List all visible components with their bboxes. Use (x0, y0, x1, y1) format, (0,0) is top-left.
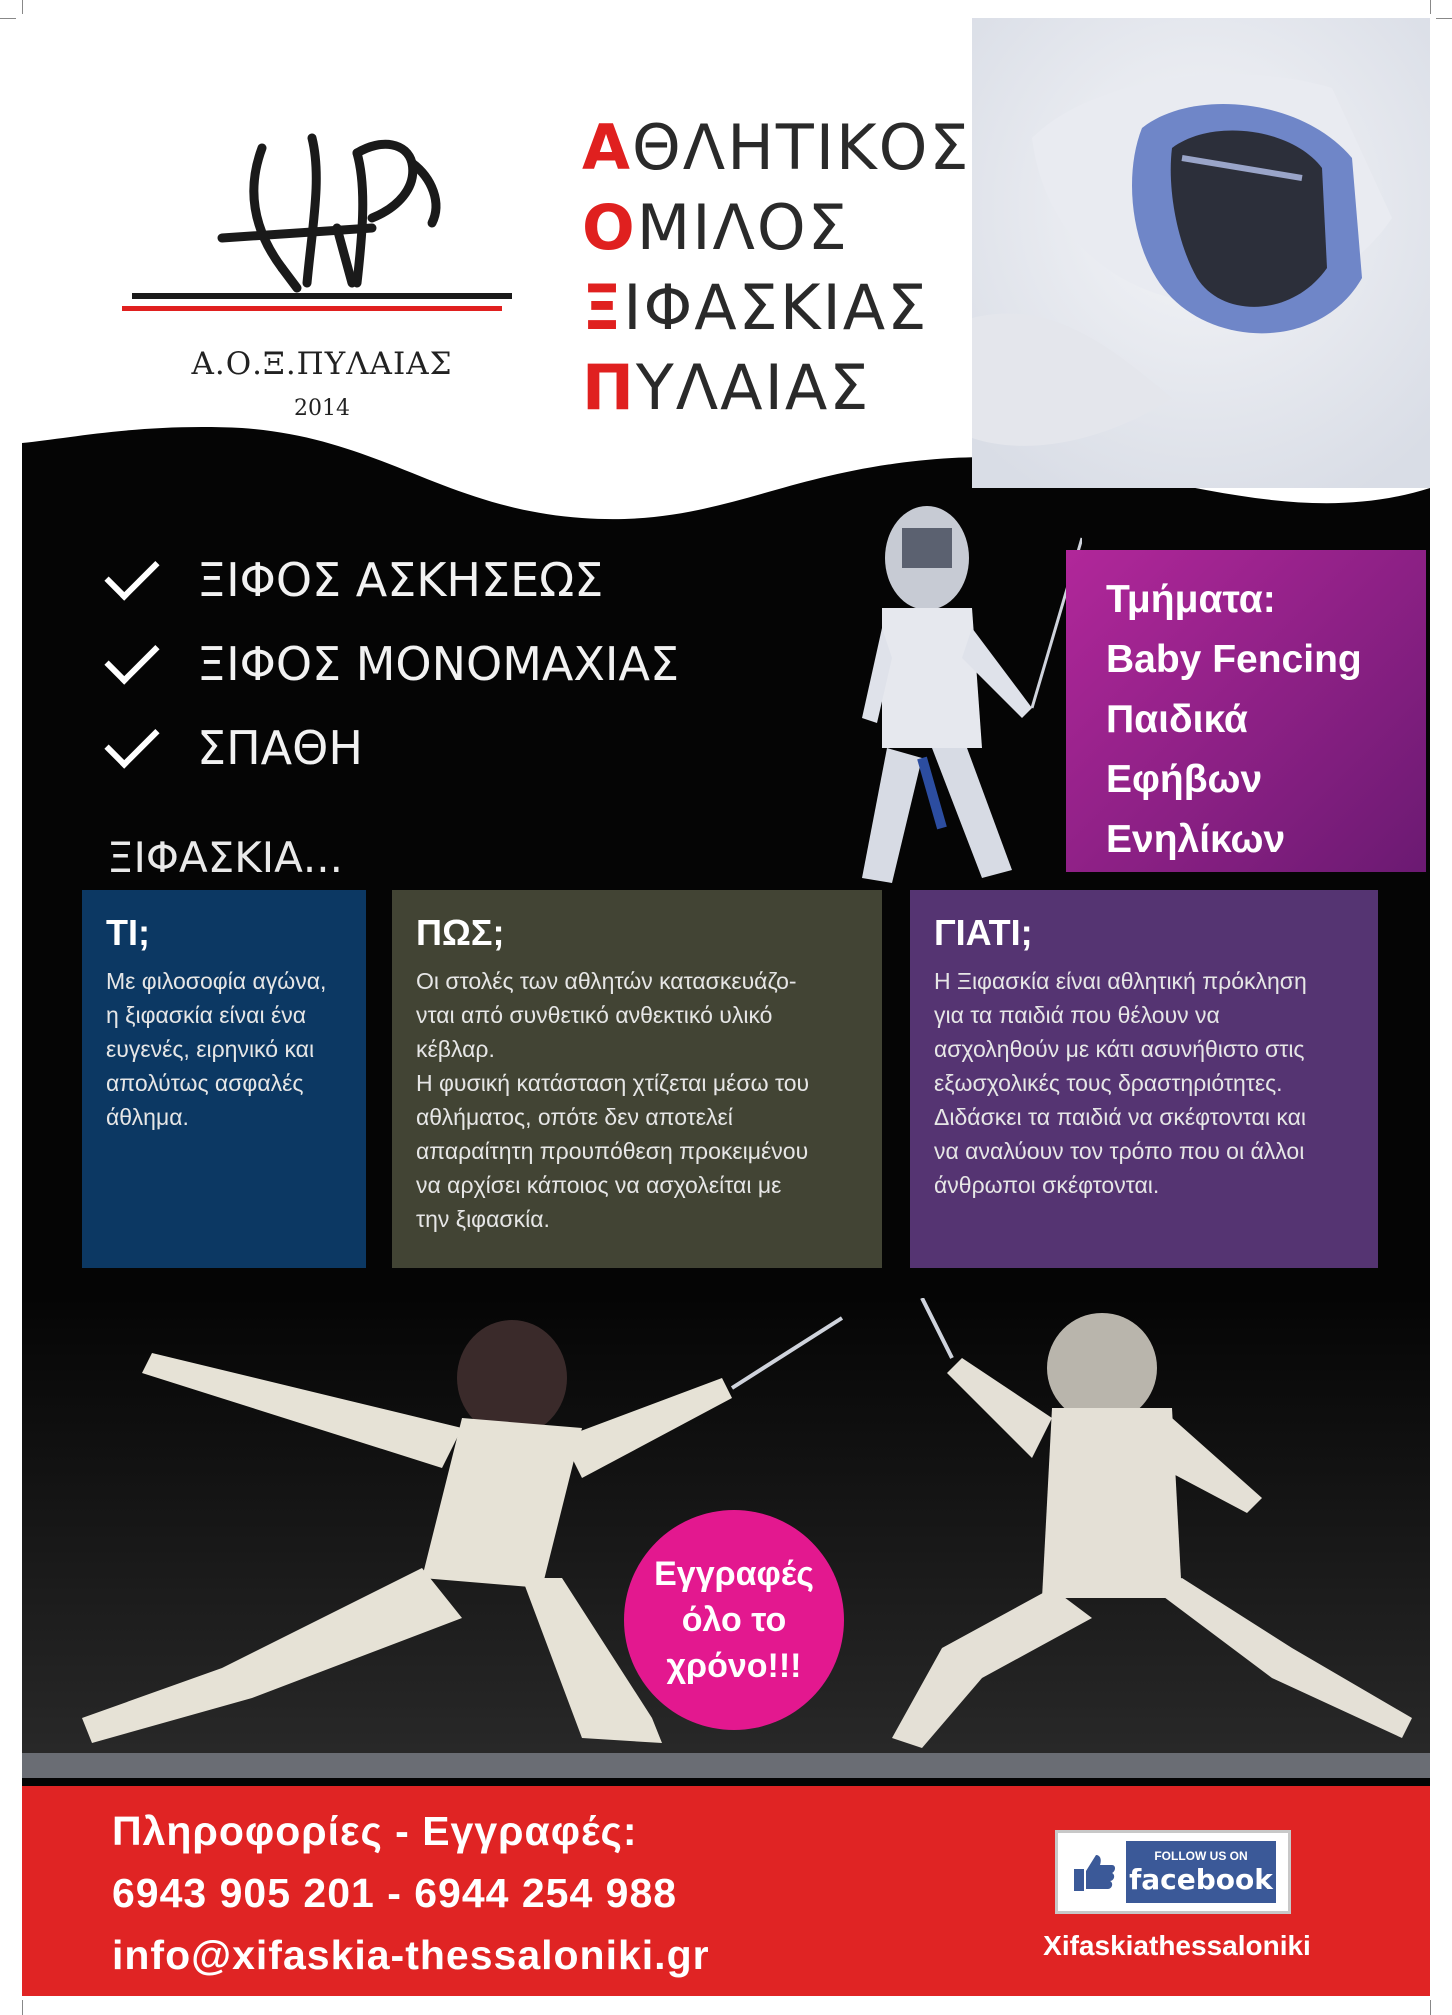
intro-heading: ΞΙΦΑΣΚΙΑ... (107, 833, 343, 882)
club-name-line-3 (582, 268, 971, 348)
checkmark-icon (104, 545, 159, 600)
crop-mark (22, 0, 23, 14)
club-logo (112, 108, 532, 448)
facebook-page-name[interactable]: Xifaskiathessaloniki (1043, 1930, 1311, 1961)
box-title: ΤΙ; (106, 912, 150, 953)
section-item: Ενηλίκων (1106, 818, 1286, 861)
weapon-label: ΣΠΑΘΗ (197, 721, 363, 775)
poster (22, 18, 1430, 1996)
footer-email[interactable]: info@xifaskia-thessaloniki.gr (112, 1932, 710, 1978)
logo-year: 2014 (294, 396, 350, 421)
info-box-giati (910, 890, 1378, 1268)
crop-mark (22, 2000, 23, 2015)
footer-phones[interactable]: 6943 905 201 - 6944 254 988 (112, 1870, 678, 1916)
checkmark-icon (104, 629, 159, 684)
sections-box (1066, 550, 1426, 872)
crop-mark (1430, 0, 1431, 14)
section-item: Baby Fencing (1106, 638, 1362, 681)
facebook-logo (1126, 1841, 1276, 1903)
fencers-logo-icon (112, 108, 532, 328)
thumbs-up-icon (1072, 1851, 1116, 1895)
sections-title: Τμήματα: (1106, 578, 1276, 621)
club-name-line-4 (582, 348, 971, 428)
info-box-ti (82, 890, 366, 1268)
facebook-follow-button[interactable] (1055, 1830, 1291, 1914)
weapon-item (107, 706, 679, 790)
club-name-line-2 (582, 188, 971, 268)
weapon-label: ΞΙΦΟΣ ΜΟΝΟΜΑΧΙΑΣ (197, 637, 680, 691)
badge-line: όλο το (681, 1601, 787, 1639)
registration-badge (624, 1510, 844, 1730)
weapons-list (107, 538, 679, 790)
box-text: Η Ξιφασκία είναι αθλητική πρόκληση για τα παιδιά που θέλουν να ασχοληθούν με κάτι ασυνήθιστο στις εξωσχολικές τους δραστηριότητες. Διδάσκει τα παιδιά να σκέφτονται και να αναλύουν τον τρόπο που οι άλλοι άνθρωποι σκέφτονται. (934, 968, 1307, 1198)
crop-mark (1436, 18, 1452, 19)
club-name-line-1 (582, 108, 971, 188)
club-initial: Π (582, 351, 636, 424)
weapon-item (107, 622, 679, 706)
badge-line: χρόνο!!! (666, 1647, 802, 1685)
crop-mark (0, 18, 16, 19)
checkmark-icon (104, 713, 159, 768)
club-word-rest: ΙΦΑΣΚΙΑΣ (623, 271, 929, 344)
club-initial: Ξ (582, 271, 624, 344)
logo-club-abbrev: Α.Ο.Ξ.ΠΥΛΑΙΑΣ (191, 346, 453, 382)
info-box-pos (392, 890, 882, 1268)
facebook-follow-text: FOLLOW US ON (1154, 1848, 1248, 1863)
club-word-rest: ΥΛΑΙΑΣ (635, 351, 871, 424)
club-initial: Α (582, 111, 632, 184)
crop-mark (1430, 2000, 1431, 2015)
box-text: Με φιλοσοφία αγώνα, η ξιφασκία είναι ένα ευγενές, ειρηνικό και απολύτως ασφαλές άθλημα. (106, 968, 327, 1130)
box-text: Οι στολές των αθλητών κατασκευάζο- νται από συνθετικό ανθεκτικό υλικό κέβλαρ. Η φυσική κατάσταση χτίζεται μέσω του αθλήματος, οπότε δεν αποτελεί απαραίτητη προυπόθεση προκειμένου να αρχίσει κάποιος να ασχολείται με την ξιφασκία. (416, 968, 810, 1232)
weapon-label: ΞΙΦΟΣ ΑΣΚΗΣΕΩΣ (197, 553, 604, 607)
fencer-mask-photo (972, 18, 1430, 538)
club-word-rest: ΘΛΗΤΙΚΟΣ (631, 111, 971, 184)
facebook-name: facebook (1129, 1862, 1273, 1896)
fencer-photo-center (782, 498, 1082, 898)
club-initial: Ο (582, 191, 637, 264)
club-name-title (582, 108, 971, 428)
section-item: Παιδικά (1106, 698, 1248, 741)
club-word-rest: ΜΙΛΟΣ (636, 191, 849, 264)
box-title: ΓΙΑΤΙ; (934, 912, 1033, 953)
badge-line: Εγγραφές (654, 1555, 814, 1593)
section-item: Εφήβων (1106, 758, 1263, 801)
footer-heading: Πληροφορίες - Εγγραφές: (112, 1808, 638, 1854)
box-title: ΠΩΣ; (416, 912, 505, 953)
weapon-item (107, 538, 679, 622)
